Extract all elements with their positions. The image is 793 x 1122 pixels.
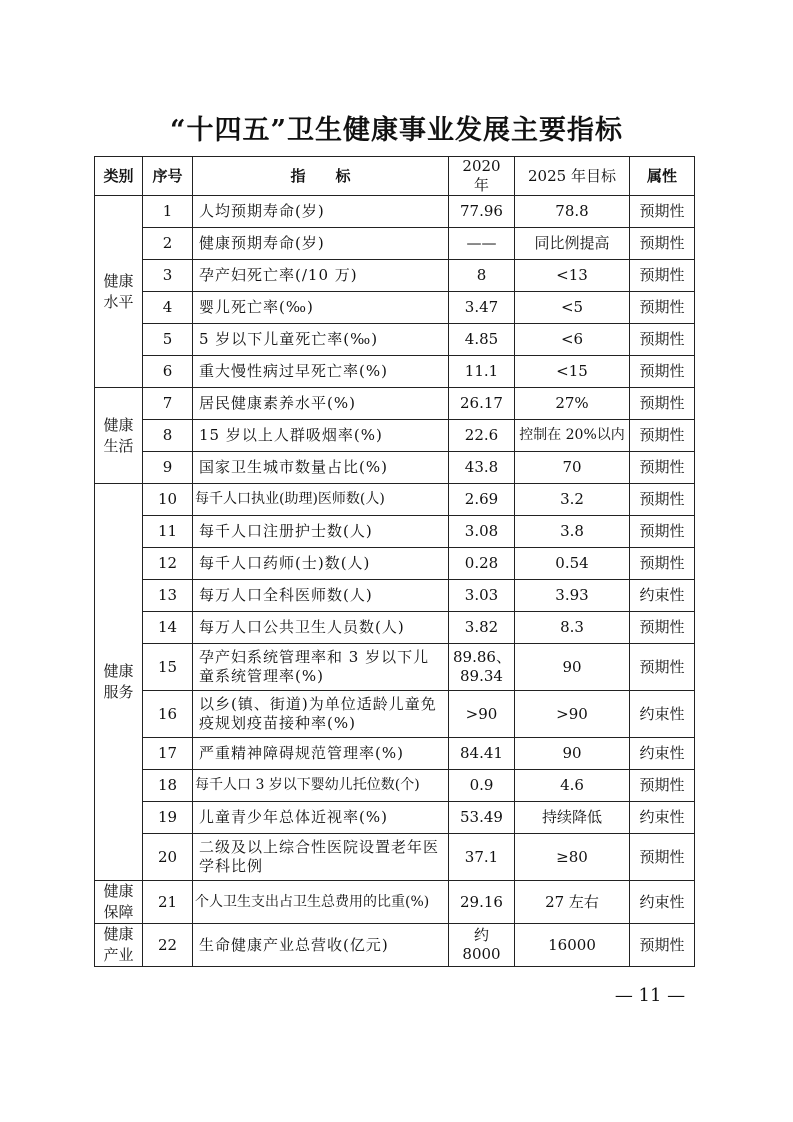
row-indicator: 居民健康素养水平(%) [193,388,449,420]
row-2020-value: —— [449,228,515,260]
row-2025-target: 8.3 [515,612,630,644]
row-attribute: 预期性 [630,196,695,228]
row-2025-target: 持续降低 [515,802,630,834]
row-2025-target: 0.54 [515,548,630,580]
category-health-industry: 健康 产业 [95,924,143,967]
row-indicator: 每万人口全科医师数(人) [193,580,449,612]
header-2020: 2020 年 [449,157,515,196]
table-row [95,356,695,388]
table-row [95,834,695,881]
table-row [95,452,695,484]
row-no: 9 [143,452,193,484]
row-attribute: 预期性 [630,324,695,356]
row-no: 8 [143,420,193,452]
row-no: 5 [143,324,193,356]
row-attribute: 预期性 [630,516,695,548]
row-indicator: 5 岁以下儿童死亡率(‰) [193,324,449,356]
row-2025-target: 27 左右 [515,881,630,924]
table-row [95,388,695,420]
category-health-level: 健康 水平 [95,196,143,388]
row-no: 22 [143,924,193,967]
page-number: — 11 — [614,985,686,1006]
row-attribute: 预期性 [630,924,695,967]
row-2025-target: 3.93 [515,580,630,612]
row-2020-value: 29.16 [449,881,515,924]
row-no: 7 [143,388,193,420]
row-no: 3 [143,260,193,292]
row-indicator: 严重精神障碍规范管理率(%) [193,738,449,770]
row-2025-target: 70 [515,452,630,484]
row-2020-value: >90 [449,691,515,738]
row-2020-value: 0.9 [449,770,515,802]
row-2025-target: <15 [515,356,630,388]
row-no: 20 [143,834,193,881]
row-indicator: 儿童青少年总体近视率(%) [193,802,449,834]
category-health-life: 健康 生活 [95,388,143,484]
table-row [95,881,695,924]
row-indicator: 每千人口药师(士)数(人) [193,548,449,580]
category-health-service: 健康 服务 [95,484,143,881]
row-attribute: 预期性 [630,452,695,484]
row-indicator: 每千人口 3 岁以下婴幼儿托位数(个) [193,770,449,802]
row-indicator: 每千人口注册护士数(人) [193,516,449,548]
category-health-security: 健康 保障 [95,881,143,924]
table-row [95,548,695,580]
row-2020-value: 26.17 [449,388,515,420]
row-indicator: 孕产妇系统管理率和 3 岁以下儿童系统管理率(%) [193,644,449,691]
row-2020-value: 43.8 [449,452,515,484]
table-row [95,738,695,770]
table-row [95,612,695,644]
row-attribute: 预期性 [630,644,695,691]
row-attribute: 预期性 [630,420,695,452]
table-row [95,580,695,612]
row-2020-value: 11.1 [449,356,515,388]
row-2025-target: >90 [515,691,630,738]
row-no: 15 [143,644,193,691]
row-attribute: 预期性 [630,388,695,420]
table-row [95,420,695,452]
row-attribute: 预期性 [630,228,695,260]
row-indicator: 婴儿死亡率(‰) [193,292,449,324]
row-indicator: 15 岁以上人群吸烟率(%) [193,420,449,452]
row-indicator: 以乡(镇、街道)为单位适龄儿童免疫规划疫苗接种率(%) [193,691,449,738]
row-2020-value: 3.08 [449,516,515,548]
row-2025-target: 90 [515,644,630,691]
row-no: 19 [143,802,193,834]
row-2025-target: 4.6 [515,770,630,802]
row-no: 13 [143,580,193,612]
row-2020-value: 53.49 [449,802,515,834]
table-row [95,324,695,356]
row-attribute: 预期性 [630,484,695,516]
row-2020-value: 0.28 [449,548,515,580]
table-row [95,691,695,738]
header-indicator: 指 标 [193,157,449,196]
table-row [95,770,695,802]
row-no: 10 [143,484,193,516]
row-2020-value: 84.41 [449,738,515,770]
row-2025-target: 同比例提高 [515,228,630,260]
row-indicator: 二级及以上综合性医院设置老年医学科比例 [193,834,449,881]
table-row [95,484,695,516]
row-attribute: 预期性 [630,834,695,881]
row-attribute: 预期性 [630,260,695,292]
row-attribute: 预期性 [630,548,695,580]
row-no: 1 [143,196,193,228]
row-no: 6 [143,356,193,388]
row-attribute: 约束性 [630,881,695,924]
row-indicator: 每千人口执业(助理)医师数(人) [193,484,449,516]
table-row [95,924,695,967]
row-no: 14 [143,612,193,644]
row-attribute: 预期性 [630,770,695,802]
table-row [95,292,695,324]
table-row [95,516,695,548]
row-indicator: 孕产妇死亡率(/10 万) [193,260,449,292]
row-no: 18 [143,770,193,802]
row-attribute: 约束性 [630,738,695,770]
row-2025-target: 90 [515,738,630,770]
table-row [95,644,695,691]
row-2020-value: 22.6 [449,420,515,452]
row-indicator: 生命健康产业总营收(亿元) [193,924,449,967]
header-2025-target: 2025 年目标 [515,157,630,196]
row-2020-value: 8 [449,260,515,292]
row-attribute: 预期性 [630,292,695,324]
row-2025-target: <13 [515,260,630,292]
table-row [95,802,695,834]
row-2025-target: ≥80 [515,834,630,881]
row-2020-value: 3.47 [449,292,515,324]
row-indicator: 国家卫生城市数量占比(%) [193,452,449,484]
row-indicator: 健康预期寿命(岁) [193,228,449,260]
row-indicator: 人均预期寿命(岁) [193,196,449,228]
row-attribute: 约束性 [630,802,695,834]
row-2020-value: 3.03 [449,580,515,612]
row-2025-target: 78.8 [515,196,630,228]
row-attribute: 约束性 [630,691,695,738]
row-2025-target: 3.2 [515,484,630,516]
table-row [95,228,695,260]
row-2025-target: <5 [515,292,630,324]
row-attribute: 预期性 [630,612,695,644]
row-no: 2 [143,228,193,260]
header-no: 序号 [143,157,193,196]
row-2020-value: 约 8000 [449,924,515,967]
row-no: 16 [143,691,193,738]
header-attribute: 属性 [630,157,695,196]
row-2020-value: 89.86、 89.34 [449,644,515,691]
row-indicator: 每万人口公共卫生人员数(人) [193,612,449,644]
row-2020-value: 4.85 [449,324,515,356]
table-header-row [95,157,695,196]
row-2025-target: 3.8 [515,516,630,548]
row-no: 21 [143,881,193,924]
row-no: 17 [143,738,193,770]
row-attribute: 预期性 [630,356,695,388]
row-no: 12 [143,548,193,580]
row-no: 11 [143,516,193,548]
row-attribute: 约束性 [630,580,695,612]
row-2025-target: 控制在 20%以内 [515,420,630,452]
header-category: 类别 [95,157,143,196]
row-2025-target: 16000 [515,924,630,967]
row-2020-value: 37.1 [449,834,515,881]
row-2020-value: 77.96 [449,196,515,228]
row-2025-target: <6 [515,324,630,356]
row-no: 4 [143,292,193,324]
table-row [95,196,695,228]
table-row [95,260,695,292]
row-2020-value: 3.82 [449,612,515,644]
row-indicator: 个人卫生支出占卫生总费用的比重(%) [193,881,449,924]
page-title: “十四五”卫生健康事业发展主要指标 [169,115,624,146]
row-2025-target: 27% [515,388,630,420]
row-2020-value: 2.69 [449,484,515,516]
indicators-table [94,156,695,967]
row-indicator: 重大慢性病过早死亡率(%) [193,356,449,388]
